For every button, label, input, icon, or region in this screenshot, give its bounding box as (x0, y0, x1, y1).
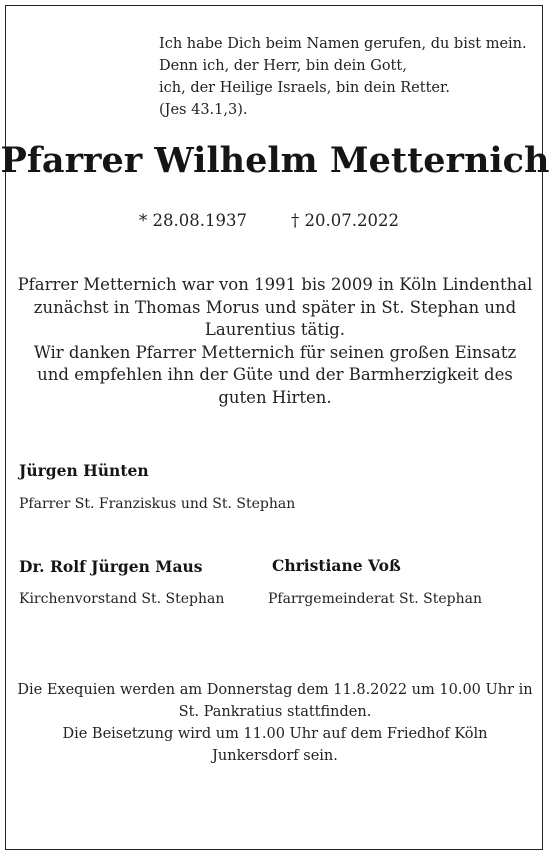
signatory-role-voss: Pfarrgemeinderat St. Stephan (268, 591, 482, 607)
signatory-name-huenten: Jürgen Hünten (19, 461, 149, 480)
bio-line: Wir danken Pfarrer Metternich für seinen großen Einsatz (33, 342, 517, 362)
bible-verse (159, 33, 527, 121)
signatory-name-voss: Christiane Voß (272, 556, 401, 575)
funeral-line: Die Exequien werden am Donnerstag dem 11.8.2022 um 10.00 Uhr in (17, 682, 533, 698)
bio-line: zunächst in Thomas Morus und später in St. Stephan und (33, 297, 517, 317)
bio-line: und empfehlen ihn der Güte und der Barmherzigkeit des (37, 365, 513, 384)
signatory-role-huenten: Pfarrer St. Franziskus und St. Stephan (19, 496, 296, 512)
funeral-line: Die Beisetzung wird um 11.00 Uhr auf dem Friedhof Köln (62, 726, 488, 742)
verse-line: Ich habe Dich beim Namen gerufen, du bist mein. (159, 36, 527, 52)
birth-date: * 28.08.1937 (139, 211, 247, 230)
verse-line: Denn ich, der Herr, bin dein Gott, (159, 58, 407, 74)
deceased-name: Pfarrer Wilhelm Metternich (0, 140, 550, 181)
funeral-line: St. Pankratius stattfinden. (178, 704, 372, 720)
verse-line: ich, der Heilige Israels, bin dein Retter. (159, 80, 450, 96)
death-date: † 20.07.2022 (291, 211, 399, 230)
signatory-name-maus: Dr. Rolf Jürgen Maus (19, 557, 203, 576)
bio-line: Laurentius tätig. (204, 320, 346, 339)
bio-line: Pfarrer Metternich war von 1991 bis 2009 in Köln Lindenthal (17, 275, 533, 294)
funeral-notice (10, 679, 540, 767)
signatory-role-maus: Kirchenvorstand St. Stephan (19, 591, 225, 607)
verse-reference: (Jes 43.1,3). (159, 102, 248, 118)
bio-line: guten Hirten. (218, 387, 332, 407)
biography-text (10, 274, 540, 409)
funeral-line: Junkersdorf sein. (212, 748, 338, 764)
